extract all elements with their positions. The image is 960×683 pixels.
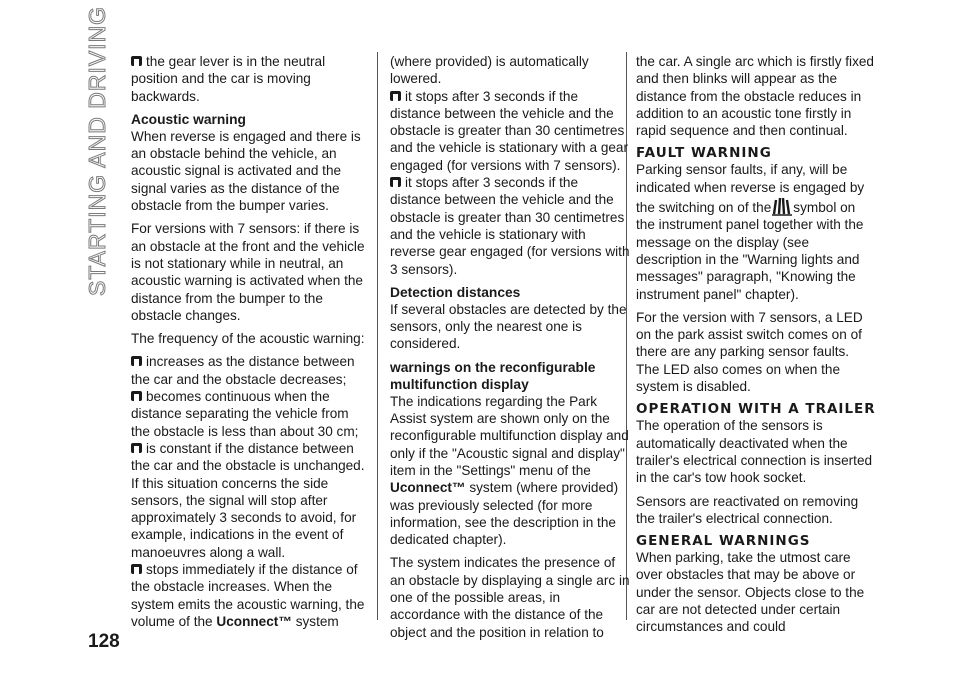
bullet-icon [131, 564, 142, 574]
heading-acoustic-warning: Acoustic warning [131, 111, 246, 127]
column-divider-1 [377, 52, 378, 620]
heading-general-warnings: GENERAL WARNINGS [636, 533, 811, 550]
heading-display-warnings: warnings on the reconfigurable multifunction display [390, 359, 596, 392]
paragraph: The frequency of the acoustic warning: [131, 331, 365, 347]
parking-sensor-fault-icon [771, 196, 793, 216]
list-item: is constant if the distance between the car and the obstacle is unchanged. If this situation concerns the side sensors, the signal will stop after approximately 3 seconds to avoid, for example, indications in the event of manoeuvres along a wall. [131, 440, 365, 560]
bullet-icon [131, 391, 142, 401]
list-item: it stops after 3 seconds if the distance between the vehicle and the obstacle is greater than 30 centimetres and the vehicle is stationary with reverse gear engaged (for versions with 3 sensors). [390, 175, 630, 277]
paragraph: The operation of the sensors is automatically deactivated when the trailer's electrical connection is inserted in the car's tow hook socket. [636, 418, 873, 486]
paragraph-cont: system (where provided) was previously selected (for more information, see the description in the dedicated chapter). [390, 480, 619, 548]
list-item: stops immediately if the distance of the obstacle increases. When the system emits the acoustic warning, the volume of the [131, 562, 365, 629]
heading-operation-trailer: OPERATION WITH A TRAILER [636, 401, 876, 418]
bullet-icon [390, 177, 401, 187]
paragraph: The indications regarding the Park Assist system are shown only on the reconfigurable multifunction display and only if the "Acoustic signal and display" item in the "Settings" menu of the [390, 393, 629, 478]
chapter-side-title: STARTING AND DRIVING [84, 5, 110, 296]
paragraph: If several obstacles are detected by the sensors, only the nearest one is considered. [390, 301, 627, 352]
bullet-icon [131, 443, 142, 453]
paragraph: For versions with 7 sensors: if there is an obstacle at the front and the vehicle is not stationary while in neutral, an acoustic warning is activated when the distance from the bumper to the obstacle changes. [131, 221, 365, 323]
paragraph: the gear lever is in the neutral position and the car is moving backwards. [131, 54, 326, 104]
list-item: increases as the distance between the car and the obstacle decreases; [131, 354, 355, 387]
text-column-3 [636, 53, 876, 642]
text-column-1 [131, 53, 371, 630]
paragraph: Parking sensor faults, if any, will be indicated when reverse is engaged by the switching on of the [636, 162, 865, 216]
paragraph: For the version with 7 sensors, a LED on the park assist switch comes on of there are any parking sensor faults. The LED also comes on when the system is disabled. [636, 309, 863, 395]
bullet-icon [390, 91, 401, 101]
bullet-icon [131, 356, 142, 366]
paragraph: When reverse is engaged and there is an obstacle behind the vehicle, an acoustic signal is activated and the signal varies as the distance of the obstacle from the bumper varies. [131, 128, 361, 214]
list-item: becomes continuous when the distance separating the vehicle from the obstacle is less than about 30 cm; [131, 389, 359, 439]
heading-fault-warning: FAULT WARNING [636, 145, 772, 162]
paragraph-cont: symbol on the instrument panel together with the message on the display (see description in the "Warning lights and messages" paragraph, "Knowing the instrument panel" chapter). [636, 200, 864, 302]
page-number: 128 [88, 631, 120, 652]
brand-name: Uconnect™ [390, 480, 466, 496]
paragraph: Sensors are reactivated on removing the trailer's electrical connection. [636, 493, 859, 526]
paragraph: the car. A single arc which is firstly fixed and then blinks will appear as the distance from the obstacle reduces in addition to an acoustic tone firstly in rapid sequence and then continual. [636, 54, 874, 139]
heading-detection-distances: Detection distances [390, 284, 521, 300]
brand-name: Uconnect™ [216, 613, 292, 629]
text-column-2 [390, 53, 630, 647]
list-item: it stops after 3 seconds if the distance between the vehicle and the obstacle is greater than 30 centimetres and the vehicle is stationary with a gear engaged (for versions with 7 sensors). [390, 88, 629, 173]
paragraph: (where provided) is automatically lowered. [390, 54, 589, 87]
list-item-end: system [295, 613, 339, 629]
paragraph: The system indicates the presence of an obstacle by displaying a single arc in one of the possible areas, in accordance with the distance of the object and the position in relation to [390, 555, 630, 640]
paragraph: When parking, take the utmost care over obstacles that may be above or under the sensor. Objects close to the car are not detected under certain circumstances and could [636, 550, 865, 635]
bullet-icon [131, 56, 142, 66]
